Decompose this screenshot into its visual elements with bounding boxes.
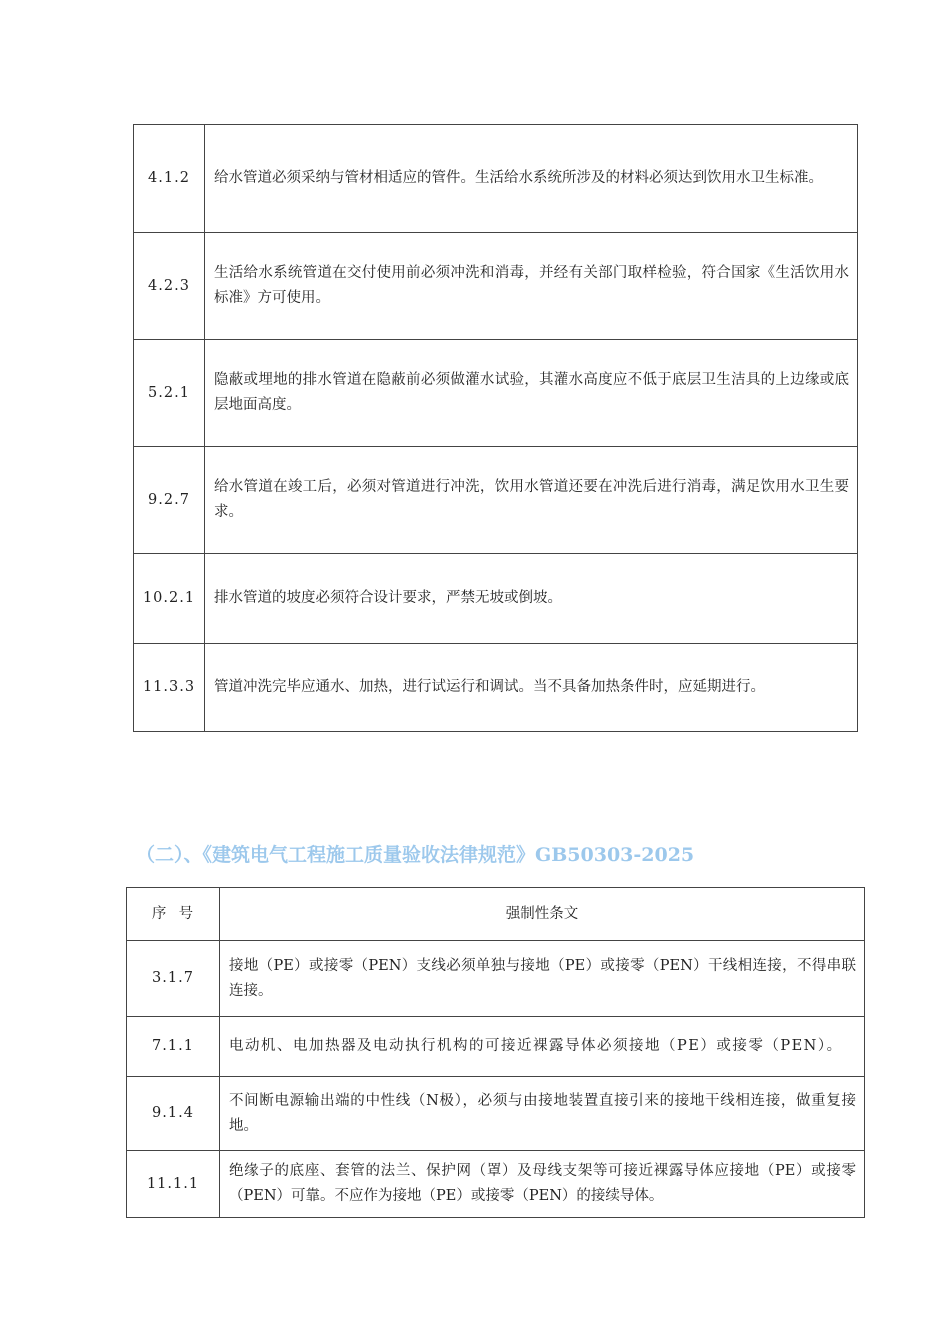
- clause-number: 4.2.3: [134, 233, 205, 340]
- clause-text: 绝缘子的底座、套管的法兰、保护网（罩）及母线支架等可接近裸露导体应接地（PE）或接零（PEN）可靠。不应作为接地（PE）或接零（PEN）的接续导体。: [220, 1151, 865, 1218]
- table-row: [127, 941, 865, 1017]
- clause-text: 给水管道在竣工后，必须对管道进行冲洗，饮用水管道还要在冲洗后进行消毒，满足饮用水卫生要求。: [205, 447, 858, 554]
- table-row: [127, 1151, 865, 1218]
- clause-number: 5.2.1: [134, 340, 205, 447]
- table-row: [134, 554, 858, 644]
- table-row: [127, 1017, 865, 1077]
- clause-text: 不间断电源输出端的中性线（N极），必须与由接地装置直接引来的接地干线相连接，做重复接地。: [220, 1077, 865, 1151]
- table-row: [134, 644, 858, 732]
- table-row: [134, 233, 858, 340]
- clause-number: 10.2.1: [134, 554, 205, 644]
- electrical-mandatory-clauses-table: [126, 887, 865, 1218]
- clause-number: 9.2.7: [134, 447, 205, 554]
- section-heading: （二）、《建筑电气工程施工质量验收法律规范》GB50303-2025: [136, 844, 695, 866]
- table-row: [134, 447, 858, 554]
- table-header-row: [127, 888, 865, 941]
- table-row: [134, 125, 858, 233]
- clause-text: 隐蔽或埋地的排水管道在隐蔽前必须做灌水试验，其灌水高度应不低于底层卫生洁具的上边缘或底层地面高度。: [205, 340, 858, 447]
- clause-number: 3.1.7: [127, 941, 220, 1017]
- clause-text: 给水管道必须采纳与管材相适应的管件。生活给水系统所涉及的材料必须达到饮用水卫生标准。: [205, 125, 858, 233]
- clause-text: 电动机、电加热器及电动执行机构的可接近裸露导体必须接地（PE）或接零（PEN）。: [220, 1017, 865, 1077]
- clause-text: 接地（PE）或接零（PEN）支线必须单独与接地（PE）或接零（PEN）干线相连接，不得串联连接。: [220, 941, 865, 1017]
- column-header-number: 序 号: [127, 888, 220, 941]
- clause-text: 管道冲洗完毕应通水、加热，进行试运行和调试。当不具备加热条件时，应延期进行。: [205, 644, 858, 732]
- table-row: [134, 340, 858, 447]
- clause-number: 11.3.3: [134, 644, 205, 732]
- column-header-clause: 强制性条文: [220, 888, 865, 941]
- table-row: [127, 1077, 865, 1151]
- clause-number: 11.1.1: [127, 1151, 220, 1218]
- clause-text: 排水管道的坡度必须符合设计要求，严禁无坡或倒坡。: [205, 554, 858, 644]
- clause-text: 生活给水系统管道在交付使用前必须冲洗和消毒，并经有关部门取样检验，符合国家《生活饮用水标准》方可使用。: [205, 233, 858, 340]
- plumbing-mandatory-clauses-table: [133, 124, 858, 732]
- clause-number: 7.1.1: [127, 1017, 220, 1077]
- clause-number: 4.1.2: [134, 125, 205, 233]
- clause-number: 9.1.4: [127, 1077, 220, 1151]
